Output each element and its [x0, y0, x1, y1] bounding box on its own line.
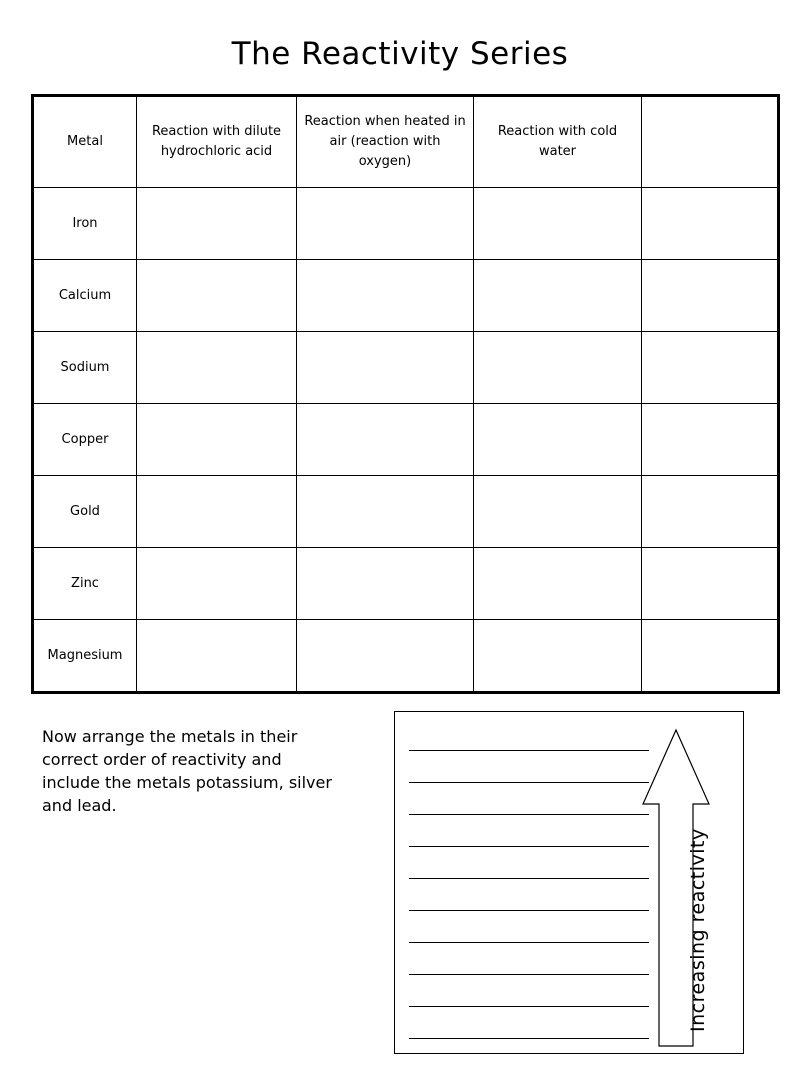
acid-cell[interactable]	[137, 476, 297, 548]
extra-cell[interactable]	[642, 476, 779, 548]
air-cell[interactable]	[297, 260, 474, 332]
answer-line[interactable]	[409, 910, 649, 911]
acid-cell[interactable]	[137, 404, 297, 476]
answer-line[interactable]	[409, 846, 649, 847]
page-title: The Reactivity Series	[231, 36, 569, 72]
metal-name: Magnesium	[33, 620, 137, 693]
metal-name: Sodium	[33, 332, 137, 404]
answer-line[interactable]	[409, 782, 649, 783]
header-extra	[642, 96, 779, 188]
air-cell[interactable]	[297, 404, 474, 476]
water-cell[interactable]	[474, 188, 642, 260]
header-metal: Metal	[33, 96, 137, 188]
table-row	[33, 548, 779, 620]
instructions-text: Now arrange the metals in their correct order of reactivity and include the metals potassium, silver and lead.	[42, 727, 332, 815]
air-cell[interactable]	[297, 188, 474, 260]
table-row	[33, 188, 779, 260]
air-cell[interactable]	[297, 476, 474, 548]
table-row	[33, 260, 779, 332]
reactivity-table	[31, 94, 780, 694]
answer-line[interactable]	[409, 878, 649, 879]
arrow-label: Increasing reactivity	[687, 828, 709, 1032]
metal-name: Iron	[33, 188, 137, 260]
acid-cell[interactable]	[137, 188, 297, 260]
water-cell[interactable]	[474, 548, 642, 620]
table-header-row	[33, 96, 779, 188]
answer-line[interactable]	[409, 974, 649, 975]
header-air-reaction: Reaction when heated in air (reaction with oxygen)	[297, 96, 474, 188]
answer-line[interactable]	[409, 1006, 649, 1007]
acid-cell[interactable]	[137, 548, 297, 620]
air-cell[interactable]	[297, 620, 474, 693]
metal-name: Copper	[33, 404, 137, 476]
water-cell[interactable]	[474, 620, 642, 693]
answer-line[interactable]	[409, 942, 649, 943]
answer-box	[394, 711, 744, 1054]
water-cell[interactable]	[474, 332, 642, 404]
extra-cell[interactable]	[642, 548, 779, 620]
air-cell[interactable]	[297, 548, 474, 620]
acid-cell[interactable]	[137, 260, 297, 332]
table-row	[33, 332, 779, 404]
water-cell[interactable]	[474, 260, 642, 332]
metal-name: Calcium	[33, 260, 137, 332]
extra-cell[interactable]	[642, 332, 779, 404]
water-cell[interactable]	[474, 404, 642, 476]
metal-name: Gold	[33, 476, 137, 548]
answer-line[interactable]	[409, 1038, 649, 1039]
answer-line[interactable]	[409, 750, 649, 751]
acid-cell[interactable]	[137, 332, 297, 404]
extra-cell[interactable]	[642, 620, 779, 693]
extra-cell[interactable]	[642, 188, 779, 260]
answer-line[interactable]	[409, 814, 649, 815]
metal-name: Zinc	[33, 548, 137, 620]
water-cell[interactable]	[474, 476, 642, 548]
extra-cell[interactable]	[642, 404, 779, 476]
table-row	[33, 476, 779, 548]
acid-cell[interactable]	[137, 620, 297, 693]
header-acid-reaction: Reaction with dilute hydrochloric acid	[137, 96, 297, 188]
air-cell[interactable]	[297, 332, 474, 404]
table-row	[33, 620, 779, 693]
table-row	[33, 404, 779, 476]
header-water-reaction: Reaction with cold water	[474, 96, 642, 188]
extra-cell[interactable]	[642, 260, 779, 332]
